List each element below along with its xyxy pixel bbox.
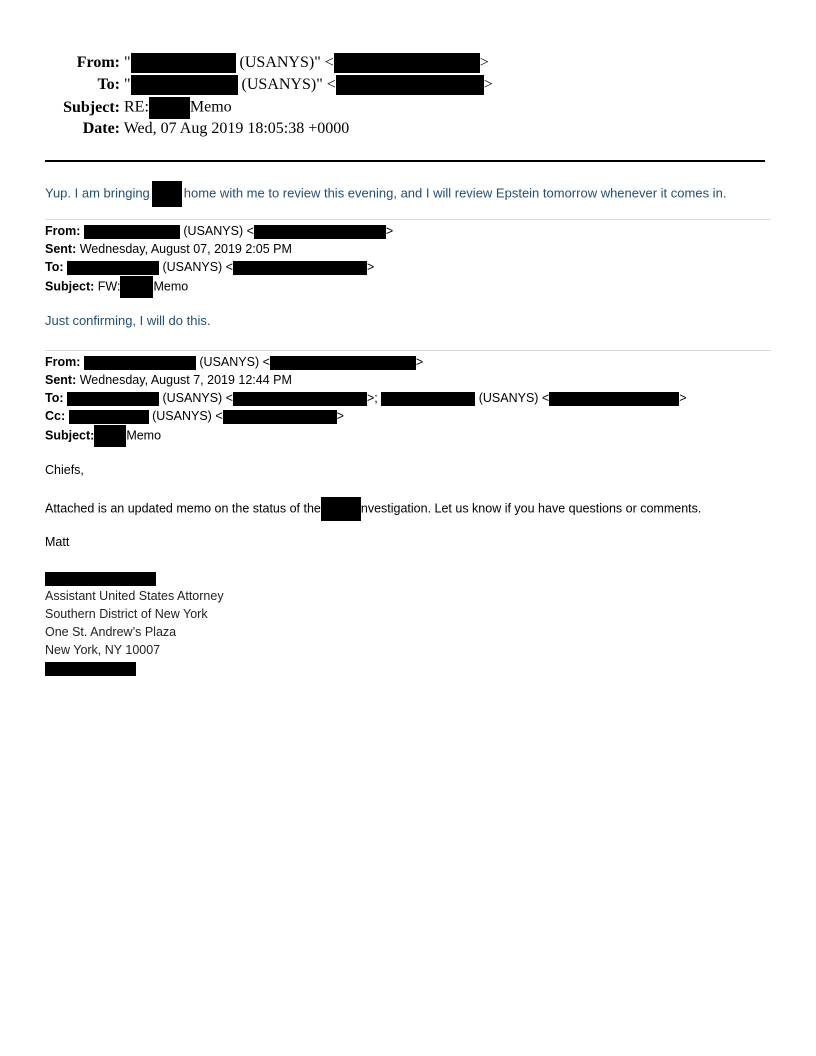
header-divider (45, 160, 765, 162)
msg2-from-label: From: (45, 224, 81, 238)
redaction-block (84, 225, 180, 239)
msg2-to-close: > (366, 260, 375, 274)
redaction-block (233, 392, 367, 406)
msg3-from-org: (USANYS) < (195, 355, 270, 369)
signature-address: One St. Andrew’s Plaza (45, 625, 177, 639)
msg3-from-label: From: (45, 355, 81, 369)
header-from-close: > (479, 54, 489, 71)
header-from-label: From: (76, 54, 120, 71)
msg3-to-org1: (USANYS) < (159, 391, 233, 405)
reply-text-before: Yup. I am bringing (45, 185, 150, 201)
msg3-to-org2: (USANYS) < (475, 391, 550, 405)
msg2-sent-row (45, 240, 292, 258)
redaction-block (321, 497, 361, 521)
message-separator (45, 350, 771, 351)
redaction-block (67, 392, 159, 406)
signature-name-redaction (45, 572, 156, 586)
header-subject-prefix: RE: (124, 98, 149, 116)
redaction-block (549, 392, 679, 406)
redaction-block (152, 181, 182, 207)
header-to-row (40, 75, 493, 95)
reply-text-after: home with me to review this evening, and I will review Epstein tomorrow whenever it comes in. (183, 185, 727, 201)
msg2-subject-suffix: Memo (153, 279, 189, 294)
msg3-from-row (45, 353, 423, 371)
msg2-subject-label: Subject: (45, 279, 95, 294)
msg3-signoff: Matt (45, 535, 70, 549)
header-subject-label: Subject: (63, 98, 120, 116)
header-to-label: To: (97, 76, 120, 93)
message-separator (45, 219, 771, 220)
redaction-block (94, 425, 126, 447)
redaction-block (336, 75, 484, 95)
header-to-close: > (483, 76, 493, 93)
signature-office: Southern District of New York (45, 607, 208, 621)
msg3-subject-label: Subject: (45, 428, 95, 443)
msg3-cc-org: (USANYS) < (148, 409, 223, 423)
redaction-block (67, 261, 159, 275)
msg3-to-label: To: (45, 391, 64, 405)
reply-body (45, 181, 726, 207)
msg2-to-row (45, 258, 374, 276)
msg2-sent-label: Sent: (45, 242, 77, 256)
msg3-sent-row (45, 371, 292, 389)
redaction-block (149, 97, 190, 119)
redaction-block (69, 410, 149, 424)
redaction-block (254, 225, 386, 239)
msg3-sent-label: Sent: (45, 373, 77, 387)
msg3-body-after: nvestigation. Let us know if you have questions or comments. (360, 501, 702, 516)
msg3-greeting: Chiefs, (45, 463, 84, 477)
msg2-sent-value: Wednesday, August 07, 2019 2:05 PM (76, 242, 292, 256)
msg3-from-close: > (415, 355, 424, 369)
msg2-body: Just confirming, I will do this. (45, 313, 211, 328)
signature-title: Assistant United States Attorney (45, 589, 224, 603)
signature-phone-redaction (45, 662, 136, 676)
msg3-sent-value: Wednesday, August 7, 2019 12:44 PM (76, 373, 292, 387)
msg3-to-close: > (679, 391, 687, 405)
redaction-block (270, 356, 416, 370)
msg3-cc-close: > (336, 409, 344, 423)
msg2-subject-prefix: FW: (94, 279, 121, 294)
msg2-to-label: To: (45, 260, 64, 274)
msg2-from-org: (USANYS) < (179, 224, 254, 238)
header-subject-row (40, 97, 232, 119)
header-to-quote: " (124, 76, 131, 93)
redaction-block (120, 276, 153, 298)
header-date-value: Wed, 07 Aug 2019 18:05:38 +0000 (123, 120, 350, 137)
redaction-block (131, 75, 238, 95)
msg2-from-close: > (385, 224, 394, 238)
msg2-to-org: (USANYS) < (159, 260, 233, 274)
redaction-block (233, 261, 367, 275)
header-to-org: (USANYS)" < (237, 76, 336, 93)
redaction-block (84, 356, 196, 370)
redaction-block (381, 392, 475, 406)
msg2-from-row (45, 222, 393, 240)
header-date-label: Date: (82, 120, 120, 137)
msg2-subject-row (45, 276, 188, 298)
header-from-quote: " (124, 54, 131, 71)
header-from-org: (USANYS)" < (235, 54, 334, 71)
signature-city: New York, NY 10007 (45, 643, 161, 657)
redaction-block (223, 410, 337, 424)
redaction-block (131, 53, 236, 73)
header-date-row (40, 119, 349, 139)
msg3-to-row (45, 389, 687, 407)
msg3-body (45, 497, 701, 521)
msg3-to-sep: >; (366, 391, 378, 405)
msg3-subject-suffix: Memo (126, 428, 162, 443)
header-subject-suffix: Memo (189, 98, 232, 116)
msg3-cc-label: Cc: (45, 409, 66, 423)
msg3-body-before: Attached is an updated memo on the status of the (45, 501, 321, 516)
header-from-row (40, 53, 489, 73)
msg3-cc-row (45, 407, 344, 425)
redaction-block (334, 53, 480, 73)
msg3-subject-row (45, 425, 161, 447)
